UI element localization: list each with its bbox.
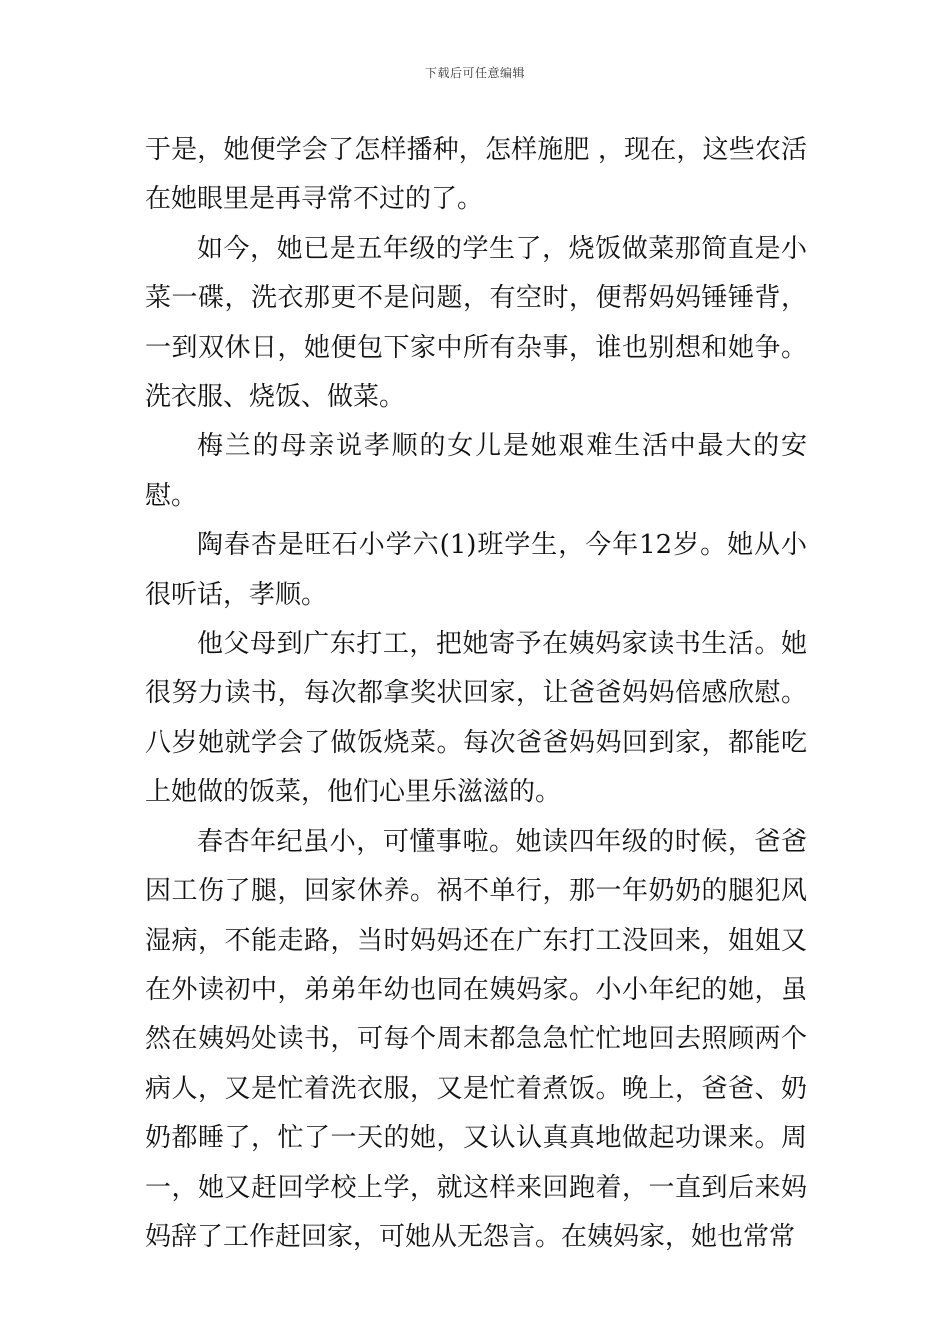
page-header: 下载后可任意编辑 [424,66,525,80]
paragraph: 他父母到广东打工，把她寄予在姨妈家读书生活。她很努力读书，每次都拿奖状回家，让爸爸妈妈倍感欣慰。八岁她就学会了做饭烧菜。每次爸爸妈妈回到家，都能吃上她做的饭菜，他们心里乐滋滋的。 [145,629,807,808]
paragraph: 陶春杏是旺石小学六(1)班学生，今年12岁。她从小很听话，孝顺。 [145,530,807,610]
paragraph: 梅兰的母亲说孝顺的女儿是她艰难生活中最大的安慰。 [145,431,807,511]
paragraph-continuation: 于是，她便学会了怎样播种，怎样施肥 ，现在，这些农活在她眼里是再寻常不过的了。 [145,135,807,215]
body-text [145,126,807,1262]
paragraph: 春杏年纪虽小，可懂事啦。她读四年级的时候，爸爸因工伤了腿，回家休养。祸不单行，那一年奶奶的腿犯风湿病，不能走路，当时妈妈还在广东打工没回来，姐姐又在外读初中，弟弟年幼也同在姨妈家。小小年纪的她，虽然在姨妈处读书，可每个周末都急急忙忙地回去照顾两个病人，又是忙着洗衣服，又是忙着煮饭。晚上，爸爸、奶奶都睡了，忙了一天的她，又认认真真地做起功课来。周一，她又赶回学校上学，就这样来回跑着，一直到后来妈妈辞了工作赶回家，可她从无怨言。在姨妈家，她也常常 [145,826,807,1252]
paragraph: 如今，她已是五年级的学生了，烧饭做菜那简直是小菜一碟，洗衣那更不是问题，有空时，便帮妈妈锤锤背，一到双休日，她便包下家中所有杂事，谁也别想和她争。洗衣服、烧饭、做菜。 [145,233,807,413]
